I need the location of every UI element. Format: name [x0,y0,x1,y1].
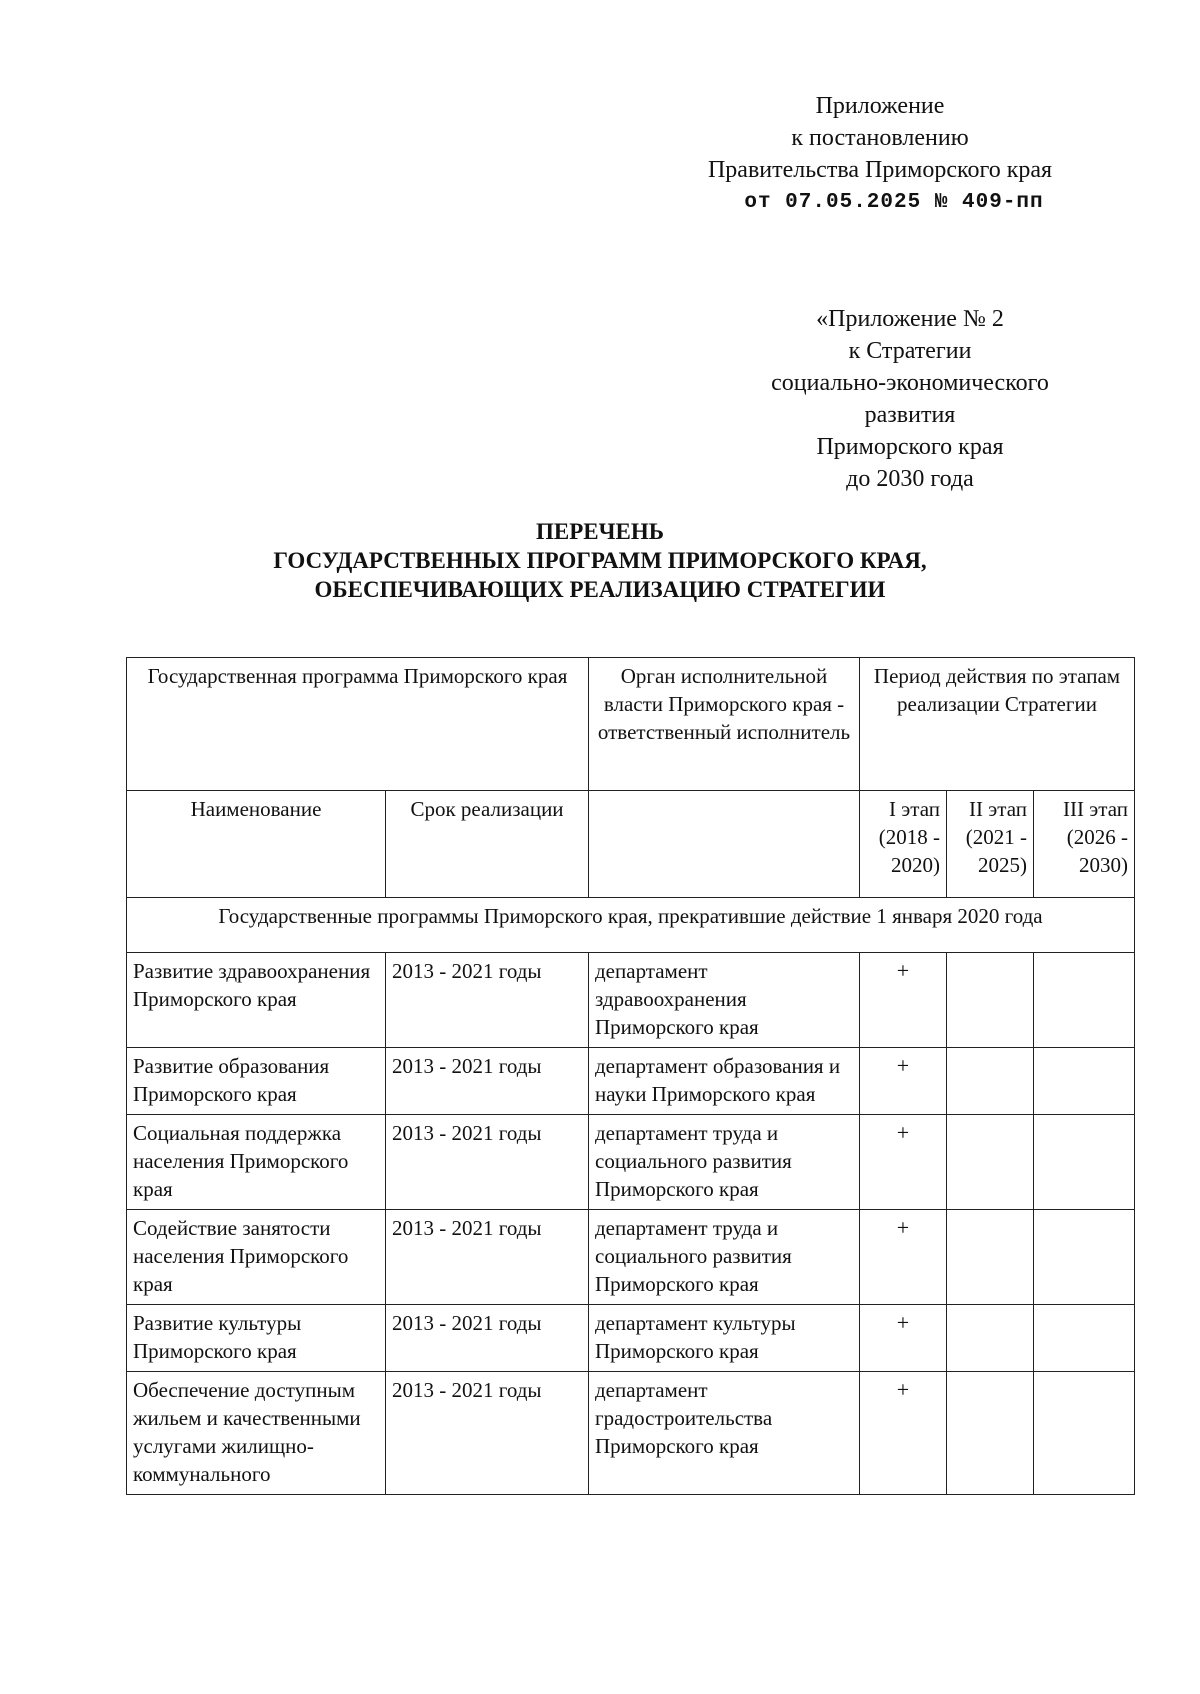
stage-1-mark: + [860,1305,947,1372]
appendix-line: к постановлению [791,125,969,151]
program-term: 2013 - 2021 годы [386,1372,589,1495]
program-term: 2013 - 2021 годы [386,1305,589,1372]
stage-3-mark [1034,1048,1135,1115]
table-row [127,1210,1135,1305]
appendix-header [610,90,1150,218]
header-executor-blank [589,791,860,898]
stage-1-mark: + [860,1210,947,1305]
stage-1-mark: + [860,1372,947,1495]
appendix2-line: Приморского края [816,434,1004,460]
table-row [127,1048,1135,1115]
title-line: ГОСУДАРСТВЕННЫХ ПРОГРАММ ПРИМОРСКОГО КРАЯ, [273,548,927,573]
program-term: 2013 - 2021 годы [386,953,589,1048]
appendix2-line: до 2030 года [846,466,974,492]
program-name: Социальная поддержка населения Приморского края [127,1115,386,1210]
table-header-row [127,658,1135,791]
program-name: Развитие образования Приморского края [127,1048,386,1115]
stage-2-mark [947,1115,1034,1210]
stage-3-mark [1034,953,1135,1048]
header-executor: Орган исполнительной власти Приморского края - ответственный исполнитель [589,658,860,791]
program-executor: департамент труда и социального развития Приморского края [589,1115,860,1210]
appendix2-line: социально-экономического [771,370,1049,396]
program-executor: департамент здравоохранения Приморского края [589,953,860,1048]
stage-2-mark [947,1210,1034,1305]
strategy-appendix-header [700,303,1120,495]
table-row [127,1305,1135,1372]
stage-3-mark [1034,1372,1135,1495]
program-term: 2013 - 2021 годы [386,1210,589,1305]
appendix2-line: развития [864,402,956,428]
header-stage-2: II этап (2021 - 2025) [947,791,1034,898]
table-row [127,1115,1135,1210]
program-name: Развитие культуры Приморского края [127,1305,386,1372]
programs-table [126,657,1135,1495]
appendix-line: Правительства Приморского края [707,157,1053,183]
document-title [0,517,1200,604]
stage-3-mark [1034,1305,1135,1372]
appendix-line: Приложение [815,93,945,119]
header-period: Период действия по этапам реализации Стратегии [860,658,1135,791]
program-executor: департамент культуры Приморского края [589,1305,860,1372]
program-executor: департамент градостроительства Приморского края [589,1372,860,1495]
stage-1-mark: + [860,953,947,1048]
program-executor: департамент труда и социального развития Приморского края [589,1210,860,1305]
header-name: Наименование [127,791,386,898]
program-term: 2013 - 2021 годы [386,1048,589,1115]
program-name: Обеспечение доступным жильем и качественными услугами жилищно-коммунального [127,1372,386,1495]
header-term: Срок реализации [386,791,589,898]
program-term: 2013 - 2021 годы [386,1115,589,1210]
stage-3-mark [1034,1210,1135,1305]
header-stage-3: III этап (2026 - 2030) [1034,791,1135,898]
appendix2-line: «Приложение № 2 [816,306,1004,332]
title-line: ОБЕСПЕЧИВАЮЩИХ РЕАЛИЗАЦИЮ СТРАТЕГИИ [314,577,886,602]
stage-2-mark [947,953,1034,1048]
stage-2-mark [947,1048,1034,1115]
stage-3-mark [1034,1115,1135,1210]
stage-1-mark: + [860,1048,947,1115]
appendix2-line: к Стратегии [848,338,972,364]
stage-1-mark: + [860,1115,947,1210]
program-name: Содействие занятости населения Приморского края [127,1210,386,1305]
table-row [127,953,1135,1048]
program-executor: департамент образования и науки Приморского края [589,1048,860,1115]
title-line: ПЕРЕЧЕНЬ [536,519,664,544]
header-program: Государственная программа Приморского края [127,658,589,791]
table-row [127,1372,1135,1495]
section-row [127,898,1135,953]
table-subheader-row [127,791,1135,898]
decree-number: от 07.05.2025 № 409-пп [744,191,1044,214]
program-name: Развитие здравоохранения Приморского края [127,953,386,1048]
section-title: Государственные программы Приморского края, прекратившие действие 1 января 2020 года [127,898,1135,953]
stage-2-mark [947,1372,1034,1495]
header-stage-1: I этап (2018 - 2020) [860,791,947,898]
stage-2-mark [947,1305,1034,1372]
